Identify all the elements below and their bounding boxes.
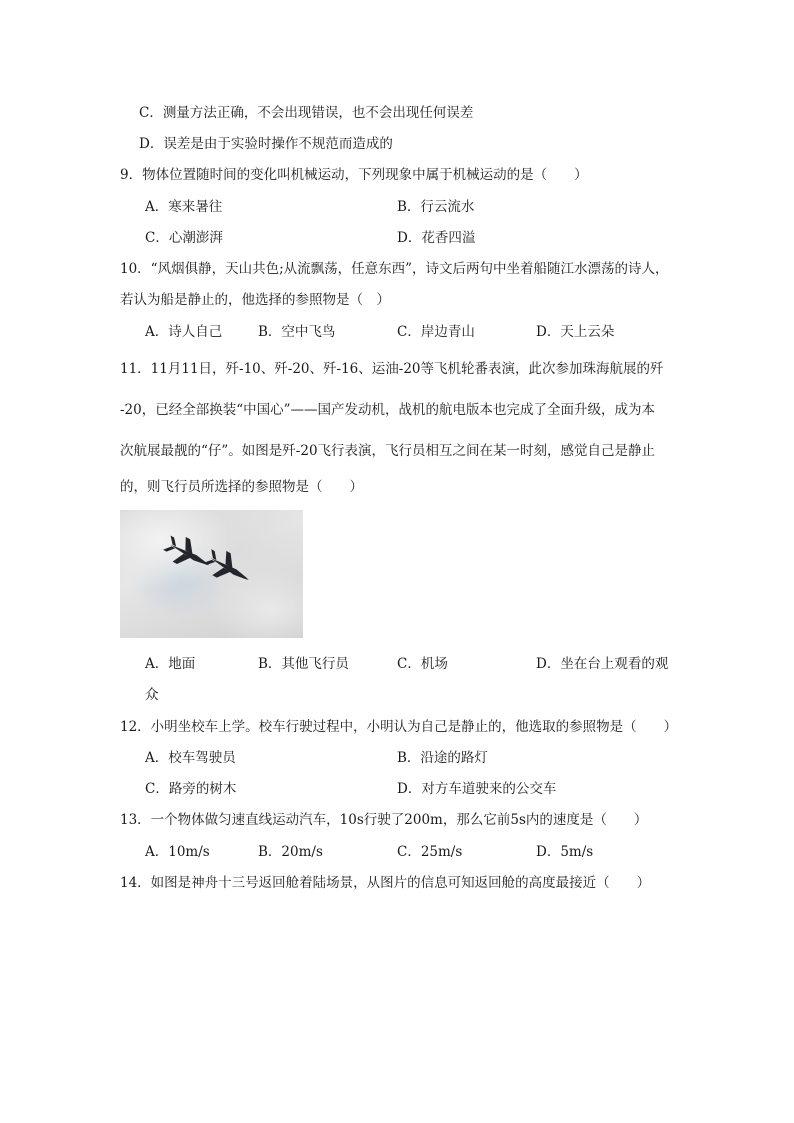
q11-option-b: B．其他飞行员 [258, 656, 349, 672]
q10-stem-line1: 10．“风烟俱静，天山共色;从流飘荡，任意东西”，诗文后两句中坐着船随江水漂荡的诗人， [120, 261, 669, 277]
q9-option-a: A．寒来暑往 [145, 199, 223, 215]
q11-stem-line3: 次航展最靓的“仔”。如图是歼-20飞行表演，飞行员相互之间在某一时刻，感觉自己是静止 [120, 443, 656, 459]
q9-option-b: B．行云流水 [397, 199, 475, 215]
q11-option-d-continued: 众 [145, 687, 159, 703]
q13-option-c: C．25m/s [397, 844, 463, 860]
q12-option-b: B．沿途的路灯 [397, 750, 488, 766]
q11-stem-line1: 11．11月11日，歼-10、歼-20、歼-16、运油-20等飞机轮番表演，此次参加珠海航展的歼 [120, 361, 664, 377]
q10-option-c: C．岸边青山 [397, 324, 475, 340]
q11-stem-line2: -20，已经全部换装“中国心”——国产发动机，战机的航电版本也完成了全面升级，成为本 [120, 402, 656, 418]
q9-option-d: D．花香四溢 [397, 230, 476, 246]
q12-option-c: C．路旁的树木 [145, 781, 237, 797]
q10-option-b: B．空中飞鸟 [258, 324, 336, 340]
q13-option-d: D．5m/s [536, 844, 594, 860]
jet-silhouette-right [200, 544, 256, 592]
q9-option-c: C．心潮澎湃 [145, 230, 223, 246]
q11-option-d: D．坐在台上观看的观 [536, 656, 669, 672]
q13-option-b: B．20m/s [258, 844, 323, 860]
jet-silhouette-left [160, 530, 216, 577]
q8-option-c: C．测量方法正确，不会出现错误，也不会出现任何误差 [139, 105, 474, 121]
q10-option-d: D．天上云朵 [536, 324, 615, 340]
q10-option-a: A．诗人自己 [145, 324, 223, 340]
q14-stem: 14．如图是神舟十三号返回舱着陆场景，从图片的信息可知返回舱的高度最接近（ ） [120, 875, 651, 891]
q13-option-a: A．10m/s [145, 844, 210, 860]
q12-option-d: D．对方车道驶来的公交车 [397, 781, 557, 797]
q11-stem-line4: 的，则飞行员所选择的参照物是（ ） [120, 479, 363, 495]
q13-stem: 13．一个物体做匀速直线运动汽车，10s行驶了200m，那么它前5s内的速度是（ ） [120, 812, 648, 828]
q9-stem: 9．物体位置随时间的变化叫机械运动，下列现象中属于机械运动的是（ ） [120, 167, 588, 183]
q8-option-d: D．误差是由于实验时操作不规范而造成的 [139, 136, 393, 152]
q12-option-a: A．校车驾驶员 [145, 750, 236, 766]
jet-formation-photo [120, 510, 303, 638]
q10-stem-line2: 若认为船是静止的，他选择的参照物是（ ） [120, 292, 390, 308]
q11-option-c: C．机场 [397, 656, 448, 672]
q12-stem: 12．小明坐校车上学。校车行驶过程中，小明认为自己是静止的，他选取的参照物是（ ） [120, 719, 678, 735]
q11-option-a: A．地面 [145, 656, 196, 672]
